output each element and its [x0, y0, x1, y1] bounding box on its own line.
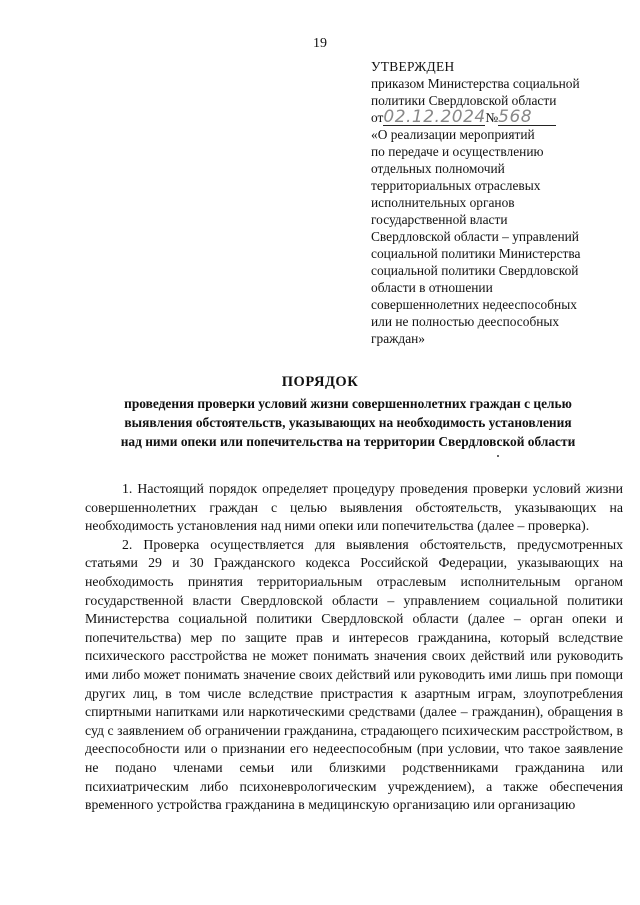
order-title-line: социальной политики Свердловской: [371, 263, 579, 278]
subtitle-line: над ними опеки или попечительства на территории Свердловской области: [120, 434, 576, 449]
order-title-line: совершеннолетних недееспособных: [371, 297, 577, 312]
approval-line: приказом Министерства социальной: [371, 76, 580, 91]
order-number-sign: №: [485, 110, 499, 125]
order-title-line: социальной политики Министерства: [371, 246, 581, 261]
document-subtitle: [88, 394, 608, 451]
paragraph: 2. Проверка осуществляется для выявления обстоятельств, предусмотренных статьями 29 и 30 Гражданского кодекса Российской Федерации, указывающих на необходимость принятия территориальным отраслевым исполнительным органом государственной власти Свердловской области – управлением социальной политики Министерства социальной политики Свердловской области (далее – орган опеки и попечительства) мер по защите прав и интересов гражданина, который вследствие психического расстройства не может понимать значения своих действий или руководить ими либо может понимать значение своих действий или руководить ими лишь при помощи других лиц, в том числе вследствие пристрастия к азартным играм, злоупотребления спиртными напитками или наркотическими средствами (далее – гражданин), обращения в суд с заявлением об ограничении гражданина, страдающего психическим расстройством, в дееспособности или о признании его недееспособным (при условии, что такое заявление не подано членами семьи или близкими родственниками гражданина или психиатрическим либо психоневрологическим учреждением), а также обеспечения временного устройства гражданина в медицинскую организацию или организацию: [85, 536, 623, 813]
order-title-line: граждан»: [371, 331, 426, 346]
order-title-line: области в отношении: [371, 280, 493, 295]
approval-line: политики Свердловской области: [371, 93, 557, 108]
order-title-line: по передаче и осуществлению: [371, 144, 544, 159]
order-number-handwritten: 568: [498, 110, 556, 126]
order-date-prefix: от: [371, 110, 384, 125]
scan-speck: [497, 455, 499, 457]
paragraph: 1. Настоящий порядок определяет процедуру проведения проверки условий жизни совершеннолетних граждан с целью выявления обстоятельств, указывающих на необходимость установления над ними опеки или попечительства (далее – проверка).: [85, 481, 623, 534]
page-number: 19: [313, 36, 327, 51]
order-reference: [371, 109, 633, 126]
subtitle-line: проведения проверки условий жизни совершеннолетних граждан с целью: [124, 396, 572, 411]
order-title-line: отдельных полномочий: [371, 161, 505, 176]
order-title-line: территориальных отраслевых: [371, 178, 541, 193]
subtitle-line: выявления обстоятельств, указывающих на необходимость установления: [124, 415, 572, 430]
order-date-handwritten: 02.12.2024: [383, 107, 486, 127]
document-title: ПОРЯДОК: [281, 374, 359, 390]
approval-stamp: [371, 58, 633, 347]
document-body: [85, 480, 623, 815]
order-title-line: государственной власти: [371, 212, 508, 227]
order-title-line: или не полностью дееспособных: [371, 314, 560, 329]
order-title-line: исполнительных органов: [371, 195, 515, 210]
approval-heading: УТВЕРЖДЕН: [371, 59, 455, 74]
order-title-line: «О реализации мероприятий: [371, 127, 535, 142]
order-title-line: Свердловской области – управлений: [371, 229, 579, 244]
